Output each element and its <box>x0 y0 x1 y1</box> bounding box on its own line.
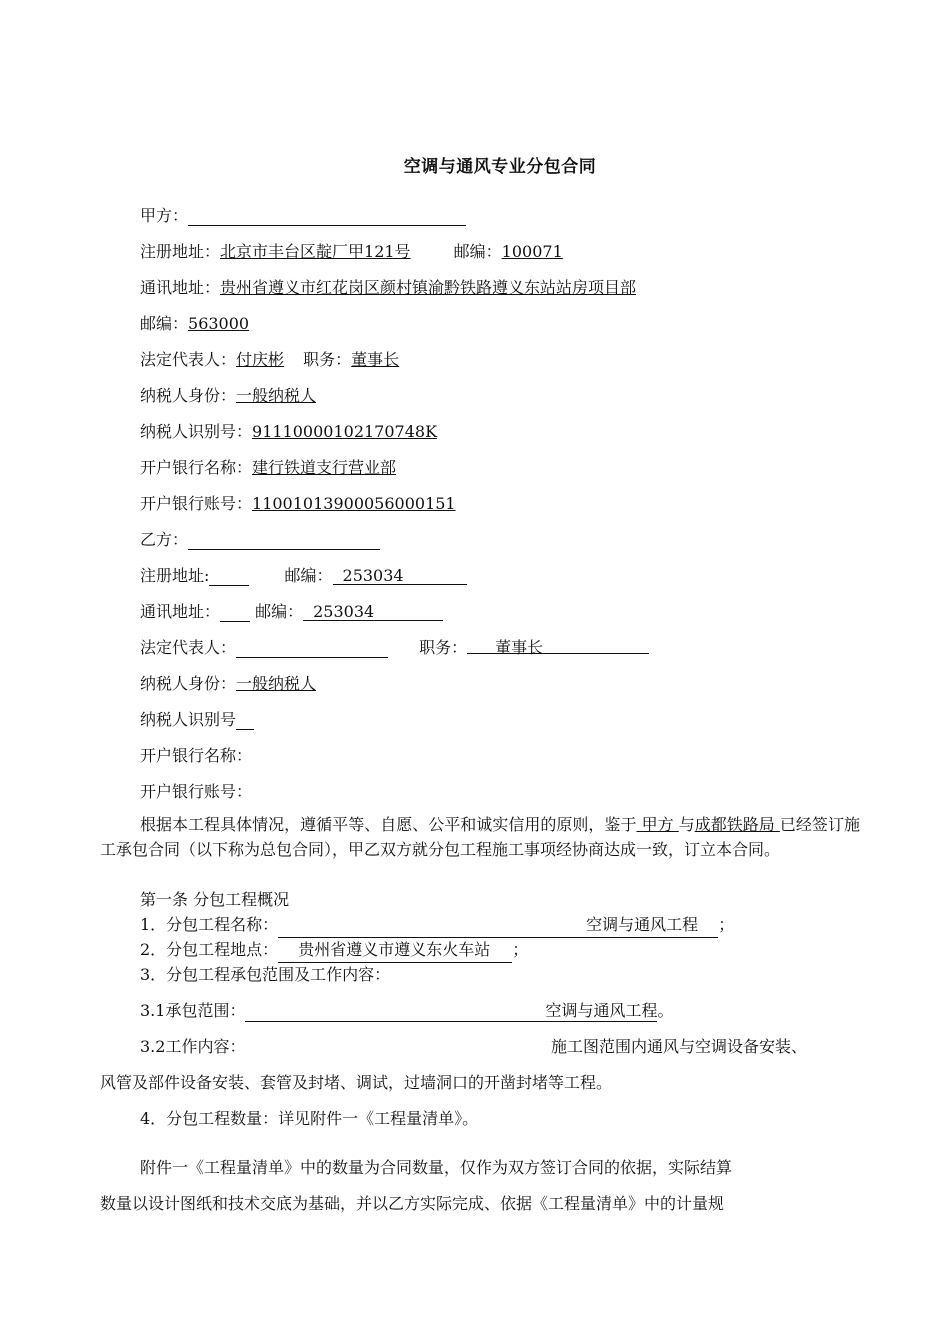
party-b-blank <box>188 532 380 550</box>
reg-address-value: 北京市丰台区靛厂甲121号 <box>220 242 411 261</box>
party-b-bank-name-line <box>140 743 252 766</box>
item2-end: ； <box>512 940 529 959</box>
position-value: 董事长 <box>351 350 400 369</box>
item3-1-label: 3.1承包范围： <box>140 1001 246 1020</box>
item2-value <box>278 937 512 963</box>
legal-rep-value: 付庆彬 <box>236 350 285 369</box>
party-a-label: 甲方： <box>140 206 189 225</box>
preamble-text-1: 根据本工程具体情况，遵循平等、自愿、公平和诚实信用的原则，鉴于 <box>140 815 637 834</box>
item3-2-value-b: 风管及部件设备安装、套管及封堵、调试，过墙洞口的开凿封堵等工程。 <box>100 1073 613 1092</box>
party-a-reg-address-line <box>140 239 563 262</box>
item3-2-label: 3.2工作内容： <box>140 1037 246 1056</box>
bank-account-label: 开户银行账号： <box>140 494 253 513</box>
article1-item3-1 <box>140 998 673 1022</box>
preamble-paragraph <box>100 812 860 862</box>
item1-value-text: 空调与通风工程 <box>586 915 699 934</box>
bank-name-label: 开户银行名称： <box>140 458 253 477</box>
attachment-note-line-2: 数量以设计图纸和技术交底为基础，并以乙方实际完成、依据《工程量清单》中的计量规 <box>100 1194 725 1213</box>
party-b-mail-address-line <box>140 599 443 622</box>
b-taxpayer-type-value: 一般纳税人 <box>236 674 317 693</box>
party-b-legal-rep-line <box>140 635 649 658</box>
party-b-bank-account-line <box>140 779 252 802</box>
party-b-tax-id-line <box>140 707 254 730</box>
article1-heading: 第一条 分包工程概况 <box>140 890 290 909</box>
b-taxpayer-type-label: 纳税人身份： <box>140 674 237 693</box>
taxpayer-type-label: 纳税人身份： <box>140 386 237 405</box>
b-mail-postcode-text: 253034 <box>313 602 375 621</box>
b-bank-name-label: 开户银行名称： <box>140 746 253 765</box>
party-a-legal-rep-line <box>140 347 399 370</box>
party-a-taxpayer-type-line <box>140 383 316 406</box>
article1-item1 <box>140 912 734 938</box>
mail-postcode-label: 邮编： <box>140 314 189 333</box>
item3-2-value-a: 施工图范围内通风与空调设备安装、 <box>551 1037 808 1056</box>
party-b-label: 乙方： <box>140 530 189 549</box>
article1-item4: 4．分包工程数量：详见附件一《工程量清单》。 <box>140 1109 479 1128</box>
item1-label: 1．分包工程名称： <box>140 915 279 934</box>
taxpayer-type-value: 一般纳税人 <box>236 386 317 405</box>
document-title: 空调与通风专业分包合同 <box>403 157 597 177</box>
b-mail-postcode-label: 邮编： <box>255 602 304 621</box>
b-position-text: 董事长 <box>495 638 544 657</box>
preamble-text-3: 已经签订施工承包合同（以下称为总包合同），甲乙双方就分包工程施工事项经协商达成一致，订立本合同。 <box>100 815 860 859</box>
item1-end: ； <box>718 915 735 934</box>
postcode-label: 邮编： <box>453 242 502 261</box>
legal-rep-label: 法定代表人： <box>140 350 237 369</box>
bank-name-value: 建行铁道支行营业部 <box>252 458 397 477</box>
item1-value <box>278 912 718 938</box>
item2-value-text: 贵州省遵义市遵义东火车站 <box>298 940 491 959</box>
mail-address-value: 贵州省遵义市红花岗区颜村镇渝黔铁路遵义东站站房项目部 <box>220 278 637 297</box>
preamble-text-2: 与 <box>678 815 695 834</box>
party-a-line <box>140 203 466 226</box>
postcode-value: 100071 <box>501 242 563 261</box>
party-a-blank <box>188 208 466 226</box>
article1-item2 <box>140 937 528 963</box>
b-mail-postcode-value <box>303 602 443 621</box>
b-reg-address-label: 注册地址: <box>140 566 210 585</box>
party-b-line <box>140 527 380 550</box>
b-bank-account-label: 开户银行账号： <box>140 782 253 801</box>
article1-item3: 3．分包工程承包范围及工作内容： <box>140 965 391 984</box>
item3-1-value <box>245 998 657 1022</box>
attachment-note-line-1: 附件一《工程量清单》中的数量为合同数量，仅作为双方签订合同的依据，实际结算 <box>140 1158 733 1177</box>
preamble-contractor: 成都铁路局 <box>694 815 780 834</box>
item3-1-value-text: 空调与通风工程 <box>545 1001 658 1020</box>
b-legal-rep-label: 法定代表人： <box>140 638 237 657</box>
bank-account-value: 11001013900056000151 <box>252 494 456 513</box>
item3-1-end: 。 <box>657 1001 674 1020</box>
party-a-bank-name-line <box>140 455 396 478</box>
tax-id-label: 纳税人识别号： <box>140 422 253 441</box>
reg-address-label: 注册地址： <box>140 242 221 261</box>
b-legal-rep-blank <box>236 640 388 658</box>
mail-address-label: 通讯地址： <box>140 278 221 297</box>
party-a-mail-address-line <box>140 275 636 298</box>
b-postcode-value <box>333 566 467 585</box>
party-a-mail-postcode-line <box>140 311 249 334</box>
party-a-tax-id-line <box>140 419 437 442</box>
b-position-label: 职务： <box>419 638 468 657</box>
b-mail-address-label: 通讯地址： <box>140 602 221 621</box>
preamble-party: 甲方 <box>636 815 679 834</box>
item2-label: 2．分包工程地点： <box>140 940 279 959</box>
b-postcode-text: 253034 <box>342 566 404 585</box>
party-b-taxpayer-type-line <box>140 671 316 694</box>
mail-postcode-value: 563000 <box>188 314 250 333</box>
article1-item3-2 <box>140 1034 245 1057</box>
b-reg-address-blank <box>209 568 249 586</box>
b-tax-id-blank <box>236 712 254 730</box>
b-tax-id-label: 纳税人识别号 <box>140 710 237 729</box>
b-mail-address-blank <box>220 604 250 622</box>
position-label: 职务： <box>303 350 352 369</box>
tax-id-value: 91110000102170748K <box>252 422 438 441</box>
b-position-value <box>467 635 649 657</box>
party-b-reg-address-line <box>140 563 467 586</box>
b-postcode-label: 邮编： <box>284 566 333 585</box>
party-a-bank-account-line <box>140 491 456 514</box>
